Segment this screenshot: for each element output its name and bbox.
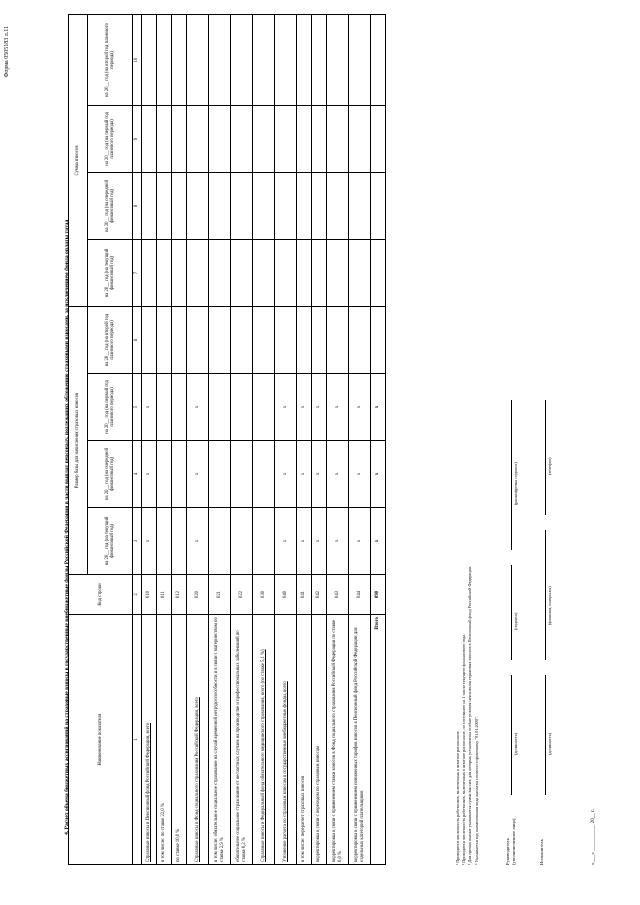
column-number: 2 bbox=[133, 575, 142, 615]
value-cell[interactable] bbox=[231, 172, 253, 239]
signature-line[interactable] bbox=[511, 565, 512, 660]
row-code: 010 bbox=[142, 575, 157, 615]
total-code: 090 bbox=[371, 575, 386, 615]
cell-not-applicable: x bbox=[275, 441, 297, 508]
row-code: 040 bbox=[275, 575, 297, 615]
row-indicator-name: Уточнение расчета по страховым взносам в государственные внебюджетные фонды, всего bbox=[275, 615, 297, 865]
value-cell[interactable] bbox=[157, 374, 172, 441]
row-indicator-name: корректировка в связи с переходом по страховым взносам bbox=[312, 615, 327, 865]
value-cell[interactable] bbox=[349, 239, 371, 306]
value-cell[interactable] bbox=[349, 105, 371, 172]
table-row bbox=[312, 14, 327, 864]
signature-line[interactable] bbox=[545, 675, 546, 795]
row-indicator-name: по ставке 10,0 % bbox=[172, 615, 187, 865]
row-indicator-name: корректировка в связи с применением пониженных тарифов взносов в Пенсионный фонд Российской Федерации для отдельных категорий плательщиков bbox=[349, 615, 371, 865]
total-value-cell[interactable] bbox=[371, 239, 386, 306]
row-code: 043 bbox=[327, 575, 349, 615]
total-row bbox=[371, 14, 386, 864]
value-cell bbox=[312, 306, 327, 373]
value-cell[interactable] bbox=[327, 239, 349, 306]
value-cell bbox=[297, 306, 312, 373]
head-label: Руководитель (уполномоченное лицо) bbox=[505, 818, 516, 865]
value-cell[interactable] bbox=[253, 14, 275, 105]
table-body bbox=[142, 14, 386, 864]
value-cell[interactable] bbox=[253, 306, 275, 373]
header-base-group: Размер базы для начисления страховых взносов bbox=[69, 306, 88, 574]
contributions-table bbox=[68, 14, 386, 865]
value-cell[interactable] bbox=[157, 14, 172, 105]
row-indicator-name: Страховые взносы в Фонд социального страхования Российской Федерации, всего bbox=[187, 615, 209, 865]
value-cell[interactable] bbox=[231, 105, 253, 172]
column-number: 1 bbox=[133, 615, 142, 865]
value-cell[interactable] bbox=[253, 508, 275, 575]
value-cell[interactable] bbox=[275, 105, 297, 172]
value-cell[interactable] bbox=[209, 508, 231, 575]
cell-not-applicable: x bbox=[142, 441, 157, 508]
row-indicator-name: в том числе: по ставке 22,0 % bbox=[157, 615, 172, 865]
header-period: на 20__ год (на текущий финансовый год) bbox=[88, 508, 133, 575]
value-cell[interactable] bbox=[157, 441, 172, 508]
value-cell[interactable] bbox=[172, 374, 187, 441]
value-cell[interactable] bbox=[187, 172, 209, 239]
signature-line[interactable] bbox=[545, 530, 546, 660]
footnotes bbox=[455, 566, 480, 865]
value-cell[interactable] bbox=[209, 14, 231, 105]
cell-not-applicable: x bbox=[349, 441, 371, 508]
footnote: ² Приводится численность работников, включенных в штатное расписание, по состоянию на 1 число текущего финансового года. bbox=[461, 633, 467, 865]
value-cell[interactable] bbox=[312, 14, 327, 105]
value-cell[interactable] bbox=[209, 374, 231, 441]
value-cell[interactable] bbox=[231, 441, 253, 508]
executor-signature-row bbox=[539, 365, 573, 865]
value-cell[interactable] bbox=[327, 105, 349, 172]
value-cell[interactable] bbox=[253, 105, 275, 172]
cell-not-applicable: x bbox=[371, 508, 386, 575]
value-cell[interactable] bbox=[172, 14, 187, 105]
value-cell[interactable] bbox=[209, 105, 231, 172]
cell-not-applicable: x bbox=[297, 374, 312, 441]
table-row bbox=[349, 14, 371, 864]
header-period: на 20__ год (на очередной финансовый год) bbox=[88, 441, 133, 508]
signature-line[interactable] bbox=[511, 675, 512, 795]
table-row bbox=[327, 14, 349, 864]
value-cell[interactable] bbox=[297, 105, 312, 172]
value-cell[interactable] bbox=[231, 239, 253, 306]
table-row bbox=[209, 14, 231, 864]
value-cell[interactable] bbox=[172, 441, 187, 508]
executor-label: Исполнитель bbox=[539, 839, 544, 865]
cell-not-applicable: x bbox=[327, 374, 349, 441]
value-cell[interactable] bbox=[209, 172, 231, 239]
table-row bbox=[187, 14, 209, 864]
row-code: 012 bbox=[172, 575, 187, 615]
cell-not-applicable: x bbox=[187, 374, 209, 441]
row-code: 011 bbox=[157, 575, 172, 615]
cell-not-applicable: x bbox=[349, 508, 371, 575]
cell-not-applicable: x bbox=[142, 374, 157, 441]
header-period: на 20__ год (на второй год планового периода) bbox=[88, 306, 133, 373]
cell-not-applicable: x bbox=[297, 441, 312, 508]
value-cell[interactable] bbox=[275, 14, 297, 105]
value-cell[interactable] bbox=[209, 441, 231, 508]
header-period: на 20__ год (на первый год планового периода) bbox=[88, 105, 133, 172]
signature-line[interactable] bbox=[511, 400, 512, 550]
signature-block bbox=[505, 365, 573, 865]
value-cell[interactable] bbox=[253, 172, 275, 239]
row-code: 021 bbox=[209, 575, 231, 615]
caption-decoding: (расшифровка подписи) bbox=[513, 462, 518, 505]
total-value-cell[interactable] bbox=[371, 306, 386, 373]
header-period: на 20__ год (на очередной финансовый год) bbox=[88, 172, 133, 239]
value-cell[interactable] bbox=[187, 14, 209, 105]
value-cell[interactable] bbox=[297, 172, 312, 239]
column-number: 7 bbox=[133, 239, 142, 306]
value-cell[interactable] bbox=[297, 14, 312, 105]
value-cell[interactable] bbox=[349, 172, 371, 239]
caption-name: (фамилия, инициалы) bbox=[547, 586, 552, 625]
signature-line[interactable] bbox=[545, 400, 546, 515]
value-cell[interactable] bbox=[275, 172, 297, 239]
value-cell[interactable] bbox=[312, 105, 327, 172]
value-cell[interactable] bbox=[157, 306, 172, 373]
value-cell[interactable] bbox=[142, 14, 157, 105]
value-cell[interactable] bbox=[157, 508, 172, 575]
cell-not-applicable: x bbox=[187, 508, 209, 575]
header-period: на 20__ год (на второй год планового периода) bbox=[88, 14, 133, 105]
value-cell[interactable] bbox=[157, 239, 172, 306]
table-row bbox=[275, 14, 297, 864]
table-row bbox=[253, 14, 275, 864]
value-cell[interactable] bbox=[172, 172, 187, 239]
value-cell[interactable] bbox=[253, 374, 275, 441]
cell-not-applicable: x bbox=[312, 374, 327, 441]
total-label: Итого bbox=[371, 615, 386, 865]
caption-phone: (телефон) bbox=[547, 457, 552, 475]
header-period: на 20__ год (на текущий финансовый год) bbox=[88, 239, 133, 306]
value-cell[interactable] bbox=[187, 105, 209, 172]
section-title: 4. Расчет объема бюджетных ассигнований на страховые взносы в государственные внебюджетные фонды Российской Федерации в части выплат персоналу, подлежащих обложению страховыми взносами, за исключением фонда оплаты труда bbox=[64, 219, 70, 835]
value-cell[interactable] bbox=[209, 239, 231, 306]
form-code: Форма 0505183 л.11 bbox=[4, 26, 10, 78]
caption-signature: (подпись) bbox=[513, 612, 518, 630]
value-cell[interactable] bbox=[172, 508, 187, 575]
table-row bbox=[142, 14, 157, 864]
value-cell bbox=[187, 306, 209, 373]
total-value-cell[interactable] bbox=[371, 105, 386, 172]
column-number: 4 bbox=[133, 441, 142, 508]
column-number: 8 bbox=[133, 172, 142, 239]
value-cell bbox=[275, 306, 297, 373]
value-cell[interactable] bbox=[231, 306, 253, 373]
table-row bbox=[172, 14, 187, 864]
value-cell[interactable] bbox=[172, 306, 187, 373]
cell-not-applicable: x bbox=[142, 508, 157, 575]
value-cell[interactable] bbox=[142, 239, 157, 306]
value-cell[interactable] bbox=[253, 239, 275, 306]
cell-not-applicable: x bbox=[275, 374, 297, 441]
cell-not-applicable: x bbox=[349, 374, 371, 441]
value-cell[interactable] bbox=[253, 441, 275, 508]
value-cell[interactable] bbox=[312, 172, 327, 239]
row-indicator-name: в том числе: обязательное социальное страхование на случай временной нетрудоспособности и в связи с материнством по ставке 2,9 % bbox=[209, 615, 231, 865]
value-cell[interactable] bbox=[142, 172, 157, 239]
value-cell bbox=[349, 306, 371, 373]
header-row-code: Код строки bbox=[69, 575, 133, 615]
table-row bbox=[231, 14, 253, 864]
value-cell bbox=[327, 306, 349, 373]
header-sum-group: Сумма взносов bbox=[69, 14, 88, 306]
cell-not-applicable: x bbox=[187, 441, 209, 508]
value-cell[interactable] bbox=[172, 239, 187, 306]
row-code: 020 bbox=[187, 575, 209, 615]
column-number: 10 bbox=[133, 14, 142, 105]
cell-not-applicable: x bbox=[327, 508, 349, 575]
row-indicator-name: корректировка в связи с применением ставки взносов в Фонд социального страхования Российской Федерации по ставке 0,0 % bbox=[327, 615, 349, 865]
footnote: ⁴ Указывается код наименования вида выплаты согласно справочнику "01.01.2000". bbox=[473, 716, 479, 865]
value-cell[interactable] bbox=[142, 105, 157, 172]
head-signature-row bbox=[505, 365, 539, 865]
value-cell[interactable] bbox=[157, 172, 172, 239]
cell-not-applicable: x bbox=[275, 508, 297, 575]
row-code: 042 bbox=[312, 575, 327, 615]
row-indicator-name: в том числе: перерасчет страховых взносов bbox=[297, 615, 312, 865]
column-number: 6 bbox=[133, 306, 142, 373]
column-number: 9 bbox=[133, 105, 142, 172]
row-code: 022 bbox=[231, 575, 253, 615]
total-value-cell[interactable] bbox=[371, 172, 386, 239]
header-indicator-name: Наименование показателя bbox=[69, 615, 133, 865]
value-cell[interactable] bbox=[172, 105, 187, 172]
value-cell bbox=[142, 306, 157, 373]
row-code: 041 bbox=[297, 575, 312, 615]
value-cell[interactable] bbox=[327, 14, 349, 105]
value-cell[interactable] bbox=[231, 14, 253, 105]
date-line: «___» __________ 20__ г. bbox=[590, 808, 596, 865]
value-cell[interactable] bbox=[209, 306, 231, 373]
value-cell[interactable] bbox=[349, 14, 371, 105]
value-cell[interactable] bbox=[231, 374, 253, 441]
cell-not-applicable: x bbox=[297, 508, 312, 575]
cell-not-applicable: x bbox=[312, 441, 327, 508]
table-row bbox=[297, 14, 312, 864]
value-cell[interactable] bbox=[327, 172, 349, 239]
row-code: 030 bbox=[253, 575, 275, 615]
table-row bbox=[157, 14, 172, 864]
row-indicator-name: обязательное социальное страхование от несчастных случаев на производстве и профессиональных заболеваний по ставке 0,2 % bbox=[231, 615, 253, 865]
value-cell[interactable] bbox=[157, 105, 172, 172]
caption-position: (должность) bbox=[513, 733, 518, 755]
column-number: 5 bbox=[133, 374, 142, 441]
row-indicator-name: Страховые взносы в Пенсионный фонд Российской Федерации, всего bbox=[142, 615, 157, 865]
footnote: ¹ Приводится численность работников, включенных в штатное расписание. bbox=[455, 730, 460, 865]
row-code: 044 bbox=[349, 575, 371, 615]
footnote: ³ Для прочих выплат указывается сумма выплат, для которых установлены особые условия начисления страховых взносов в Пенсионный фонд Российской Федерации. bbox=[467, 565, 473, 865]
column-number: 3 bbox=[133, 508, 142, 575]
caption-position: (должность) bbox=[547, 733, 552, 755]
value-cell[interactable] bbox=[275, 239, 297, 306]
total-value-cell[interactable] bbox=[371, 14, 386, 105]
cell-not-applicable: x bbox=[327, 441, 349, 508]
cell-not-applicable: x bbox=[371, 441, 386, 508]
row-indicator-name: Страховые взносы в Федеральный фонд обязательного медицинского страхования, всего (по ставке 5,1 %) bbox=[253, 615, 275, 865]
value-cell[interactable] bbox=[297, 239, 312, 306]
cell-not-applicable: x bbox=[312, 508, 327, 575]
cell-not-applicable: x bbox=[371, 374, 386, 441]
value-cell[interactable] bbox=[312, 239, 327, 306]
header-period: на 20__ год (на первый год планового периода) bbox=[88, 374, 133, 441]
value-cell[interactable] bbox=[187, 239, 209, 306]
value-cell[interactable] bbox=[231, 508, 253, 575]
